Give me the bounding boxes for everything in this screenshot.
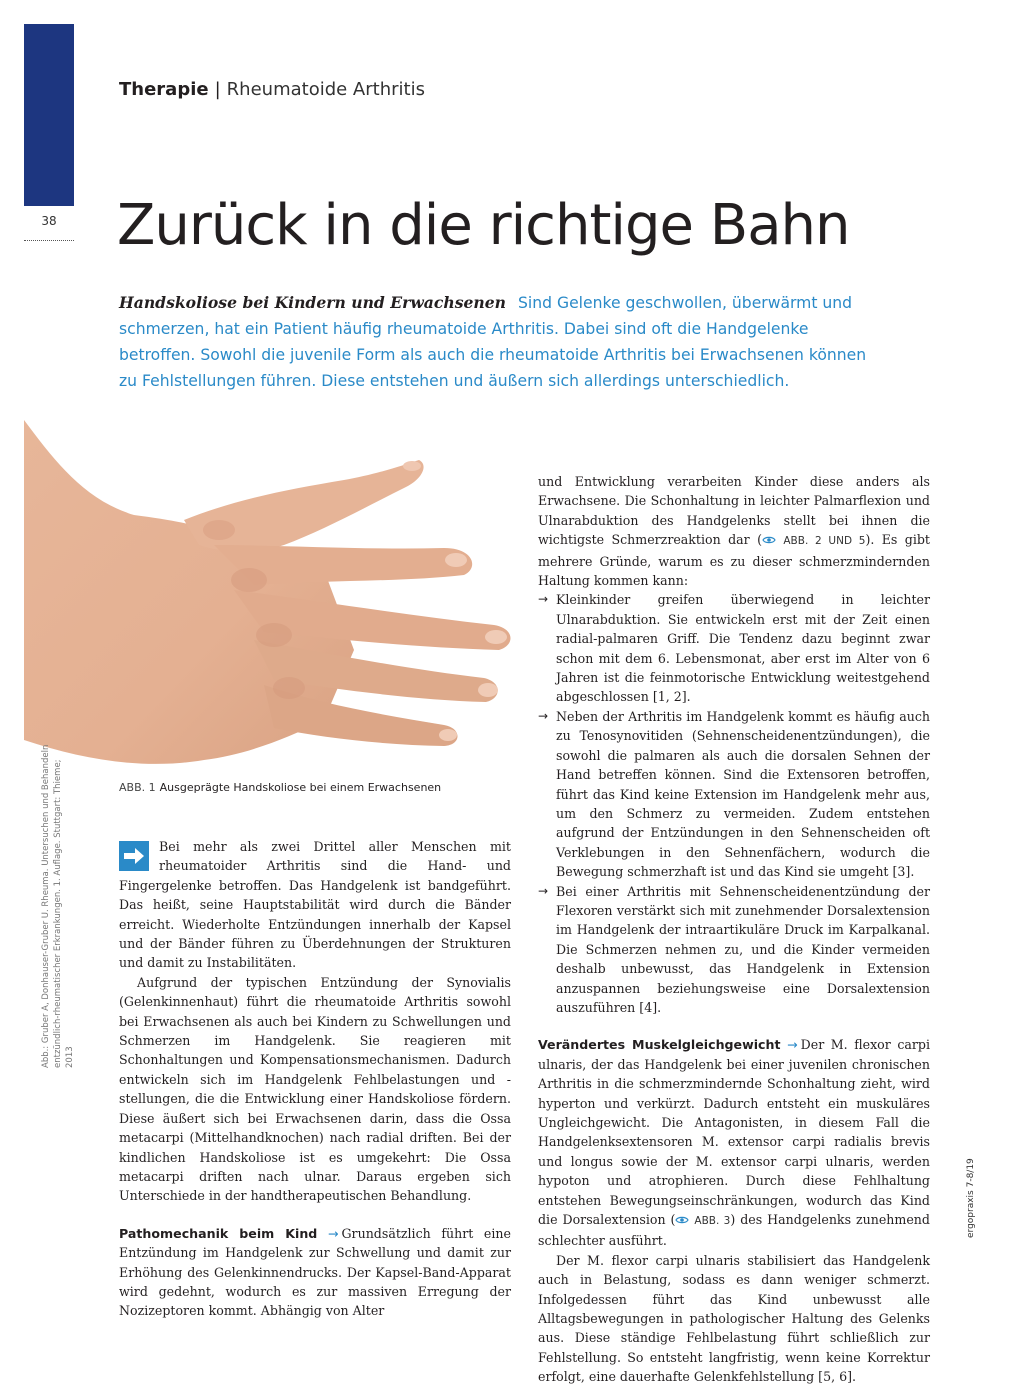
figure-reference: ABB. 2 UND 5: [783, 535, 866, 548]
article-start-arrow-icon: [119, 841, 149, 871]
subheading: Verändertes Muskelgleichgewicht: [538, 1037, 781, 1053]
body-text: ) des Handgelenks zunehmend schlechter ausführt.: [538, 1212, 930, 1249]
left-column: [119, 837, 511, 1321]
body-paragraph: Bei mehr als zwei Drittel aller Menschen mit rheumatoider Arthritis sind die Hand- und Fingergelenke betroffen. Das Handgelenk ist bandgeführt. Das heißt, seine Hauptstabilität wird durch die Bänder erreicht. Wiederholte Entzündungen innerhalb der Kapsel und der Bänder führen zu Überdehnungen der Strukturen und damit zu Instabilitäten.: [119, 839, 511, 971]
rubric-separator: |: [214, 79, 221, 100]
article-headline: Zurück in die richtige Bahn: [117, 193, 850, 258]
lead-text: Sind Gelenke geschwollen, überwärmt und schmerzen, hat ein Patient häufig rheumatoide Arthritis. Dabei sind oft die Handgelenke betroffen. Sowohl die juvenile Form als auch die rheumatoide Arthritis bei Erwachsenen können zu Fehlstellungen führen. Diese entstehen und äußern sich allerdings unterschiedlich.: [119, 294, 867, 390]
list-arrow-icon: →: [538, 883, 549, 898]
section-color-tab: [24, 24, 74, 206]
rubric-section: Therapie: [119, 79, 209, 100]
body-text: Grundsätzlich führt eine Entzündung im Handgelenk zur Schwellung und damit zur Erhöhung des Gelenkinnendrucks. Der Kapsel-Band-Apparat wird gedehnt, wodurch es zur massiven Erregung der Nozizeptoren kommt. Abhängig von Alter: [119, 1225, 511, 1319]
body-paragraph: [538, 1035, 930, 1250]
lead-kicker: Handskoliose bei Kindern und Erwachsenen: [119, 293, 507, 312]
body-text: und Entwicklung verarbeiten Kinder diese anders als Erwachsene. Die Schonhaltung in leichter Palmarflexion und Ulnarabduktion des Handgelenks stellt bei ihnen die wichtigste Schmerzreaktion dar (: [538, 474, 930, 548]
body-paragraph: Aufgrund der typischen Entzündung der Synovialis (Gelenkinnenhaut) führt die rheumatoide Arthritis sowohl bei Erwachsenen als auch bei Kindern zu Schwellungen und Schmerzen im Handgelenk. Sie reagieren mit Schonhaltungen und Kompensationsmechanismen. Dadurch entwickeln sich im Handgelenk Fehlbelastungen und -stellungen, die die Entwicklung einer Handskoliose fördern. Diese äußert sich bei Erwachsenen darin, dass die Ossa metacarpi (Mittelhandknochen) nach radial driften. Bei der kindlichen Handskoliose ist es umgekehrt: Die Ossa metacarpi driften nach ulnar. Daraus ergeben sich Unterschiede in der handtherapeutischen Behandlung.: [119, 974, 511, 1204]
body-paragraph: [538, 472, 930, 590]
list-item: [538, 882, 930, 1018]
figure-label: ABB. 1: [119, 781, 156, 794]
body-paragraph: [119, 1224, 511, 1321]
figure-caption: [119, 781, 441, 794]
list-item: [538, 707, 930, 882]
right-column: [538, 472, 930, 1387]
article-lead: [119, 290, 879, 394]
subheading: Pathomechanik beim Kind: [119, 1225, 318, 1241]
list-item: [538, 590, 930, 706]
list-arrow-icon: →: [538, 592, 549, 607]
body-paragraph: Der M. flexor carpi ulnaris stabilisiert das Handgelenk auch in Belastung, sodass es dann weniger schmerzt. Infolgedessen führt das Kind unbewusst alle Alltagsbewegungen in pathologischer Haltung des Gelenks aus. Diese ständige Fehlbelastung führt schließlich zur Fehlstellung. So entsteht langfristig, wenn keine Korrektur erfolgt, eine dauerhafte Gelenkfehlstellung [5, 6].: [538, 1252, 930, 1385]
subheading-arrow-icon: →: [327, 1225, 339, 1241]
figure-caption-text: Ausgeprägte Handskoliose bei einem Erwachsenen: [159, 781, 442, 794]
body-text: Der M. flexor carpi ulnaris, der das Handgelenk bei einer juvenilen chronischen Arthritis in die schmerzmindernde Schonhaltung zieht, wird hyperton und verkürzt. Dadurch entsteht ein muskuläres Ungleichgewicht. Die Antagonisten, in diesem Fall die Handgelenksextensoren M. extensor carpi radialis brevis und longus sowie der M. extensor carpi ulnaris, werden hypoton und atrophieren. Durch diese Fehlhaltung entstehen Bewegungseinschränkungen, wodurch das Kind die Dorsalextension (: [538, 1037, 930, 1228]
reason-list: [538, 590, 930, 1017]
list-item-text: Kleinkinder greifen überwiegend in leichter Ulnarabduktion. Sie entwickeln erst mit der Zeit einen radial-palmaren Griff. Die Tendenz dazu beginnt zwar schon mit dem 6. Lebensmonat, aber erst im Alter von 6 Jahren ist die feinmotorische Entwicklung weitestgehend abgeschlossen [1, 2].: [556, 592, 930, 705]
rubric: [119, 79, 425, 100]
list-item-text: Bei einer Arthritis mit Sehnenscheidenentzündung der Flexoren verstärkt sich mit zunehmender Dorsalextension im Handgelenk der intraartikuläre Druck im Karpalkanal. Die Schmerzen nehmen zu, und die Kinder vermeiden deshalb unbewusst, das Handgelenk in Extension anzuspannen beziehungsweise eine Dorsalextension auszuführen [4].: [556, 883, 930, 1015]
rubric-topic: Rheumatoide Arthritis: [226, 79, 425, 100]
figure-credit: Abb.: Gruber A, Donhauser-Gruber U. Rheuma. Untersuchen und Behandeln entzündlich-rheumatischer Erkrankungen. 1. Auflage. Stuttgart: Thieme; 2013: [41, 744, 75, 1068]
figure-reference-eye-icon: [675, 1215, 689, 1225]
figure-reference-eye-icon: [762, 535, 776, 545]
figure-reference: ABB. 3: [694, 1215, 731, 1228]
list-arrow-icon: →: [538, 708, 549, 723]
page-number-divider: [24, 240, 74, 241]
hand-photo: [24, 420, 524, 780]
subheading-arrow-icon: →: [787, 1037, 798, 1053]
journal-issue: ergopraxis 7-8/19: [966, 1158, 976, 1238]
list-item-text: Neben der Arthritis im Handgelenk kommt es häufig auch zu Tenosynovitiden (Sehnenscheidenentzündungen), die sowohl die palmaren als auch die dorsalen Sehnen der Hand betreffen können. Sind die Extensoren betroffen, führt das Kind keine Extension im Handgelenk mehr aus, um den Schmerz zu vermeiden. Zudem entstehen aufgrund der Entzündungen in den Sehnenscheiden oft Verklebungen in den Sehnenfächern, wodurch die Bewegung schmerzhaft ist und das Kind sie umgeht [3].: [556, 708, 930, 880]
body-text: ). Es gibt mehrere Gründe, warum es zu dieser schmerzmindernden Haltung kommen kann:: [538, 532, 930, 589]
page-number: 38: [41, 214, 57, 228]
